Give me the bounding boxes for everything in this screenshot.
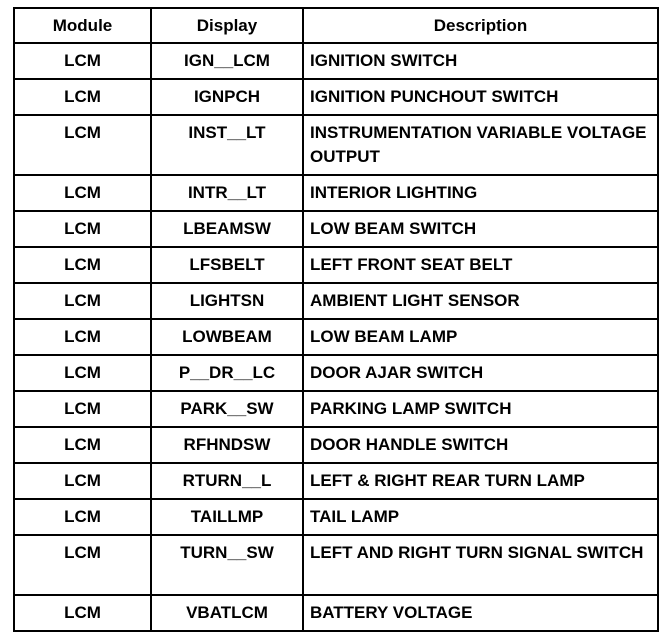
module-cell: LCM	[14, 283, 151, 319]
description-cell: INTERIOR LIGHTING	[303, 175, 658, 211]
module-cell: LCM	[14, 115, 151, 175]
module-cell: LCM	[14, 427, 151, 463]
display-cell: LFSBELT	[151, 247, 303, 283]
description-cell: INSTRUMENTATION VARIABLE VOLTAGE OUTPUT	[303, 115, 658, 175]
display-cell: LIGHTSN	[151, 283, 303, 319]
table-row	[14, 499, 658, 535]
column-header-display: Display	[151, 8, 303, 43]
display-cell: RFHNDSW	[151, 427, 303, 463]
module-cell: LCM	[14, 391, 151, 427]
table-row	[14, 535, 658, 595]
display-cell: PARK__SW	[151, 391, 303, 427]
description-cell: BATTERY VOLTAGE	[303, 595, 658, 631]
display-cell: P__DR__LC	[151, 355, 303, 391]
display-cell: RTURN__L	[151, 463, 303, 499]
description-cell: PARKING LAMP SWITCH	[303, 391, 658, 427]
module-cell: LCM	[14, 319, 151, 355]
module-cell: LCM	[14, 499, 151, 535]
module-cell: LCM	[14, 79, 151, 115]
table-row	[14, 115, 658, 175]
module-cell: LCM	[14, 595, 151, 631]
table-row	[14, 319, 658, 355]
display-cell: IGN__LCM	[151, 43, 303, 79]
description-cell: LEFT AND RIGHT TURN SIGNAL SWITCH	[303, 535, 658, 595]
header-row	[14, 8, 658, 43]
table-row	[14, 43, 658, 79]
description-cell: AMBIENT LIGHT SENSOR	[303, 283, 658, 319]
display-cell: INST__LT	[151, 115, 303, 175]
table-row	[14, 79, 658, 115]
description-cell: IGNITION SWITCH	[303, 43, 658, 79]
display-cell: INTR__LT	[151, 175, 303, 211]
description-cell: DOOR AJAR SWITCH	[303, 355, 658, 391]
description-cell: DOOR HANDLE SWITCH	[303, 427, 658, 463]
table-row	[14, 247, 658, 283]
description-cell: LEFT & RIGHT REAR TURN LAMP	[303, 463, 658, 499]
description-cell: LOW BEAM SWITCH	[303, 211, 658, 247]
table-row	[14, 355, 658, 391]
column-header-module: Module	[14, 8, 151, 43]
module-cell: LCM	[14, 463, 151, 499]
table-row	[14, 211, 658, 247]
column-header-description: Description	[303, 8, 658, 43]
display-cell: IGNPCH	[151, 79, 303, 115]
table-row	[14, 391, 658, 427]
table-row	[14, 463, 658, 499]
description-cell: LOW BEAM LAMP	[303, 319, 658, 355]
module-cell: LCM	[14, 535, 151, 595]
description-cell: TAIL LAMP	[303, 499, 658, 535]
module-cell: LCM	[14, 175, 151, 211]
display-cell: LBEAMSW	[151, 211, 303, 247]
table-row	[14, 427, 658, 463]
table-row	[14, 175, 658, 211]
module-cell: LCM	[14, 247, 151, 283]
display-cell: VBATLCM	[151, 595, 303, 631]
description-cell: IGNITION PUNCHOUT SWITCH	[303, 79, 658, 115]
module-cell: LCM	[14, 211, 151, 247]
display-cell: LOWBEAM	[151, 319, 303, 355]
module-display-table	[13, 7, 659, 632]
module-cell: LCM	[14, 355, 151, 391]
display-cell: TURN__SW	[151, 535, 303, 595]
table-row	[14, 595, 658, 631]
display-cell: TAILLMP	[151, 499, 303, 535]
description-cell: LEFT FRONT SEAT BELT	[303, 247, 658, 283]
module-cell: LCM	[14, 43, 151, 79]
table-row	[14, 283, 658, 319]
